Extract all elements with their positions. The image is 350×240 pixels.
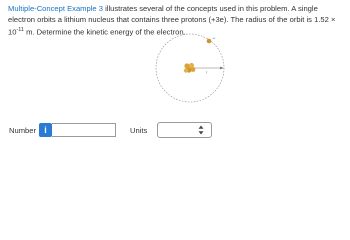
up-down-chevron-icon [197,124,205,136]
radius-exponent: -11 [16,27,24,33]
answer-row [7,121,347,141]
problem-text-2: m. Determine the kinetic energy of the electron. [24,27,186,37]
orbit-diagram-svg [150,28,230,108]
problem-text-1: illustrates several of the concepts used in this problem. A single electron orbits a lithium nucleus that contains three protons (+3e). The radius of the orbit is 1.52 × 10 [8,4,336,37]
electron-label: -e [212,36,216,40]
example-link[interactable]: Multiple-Concept Example 3 [8,4,103,13]
lithium-nucleus [184,63,196,73]
number-input[interactable] [52,123,116,137]
orbit-diagram [150,28,230,108]
info-button[interactable] [39,123,52,137]
radius-label: r [206,70,208,75]
number-label: Number [9,126,37,135]
units-select[interactable] [157,122,212,138]
info-icon: i [44,125,47,135]
electron [207,36,216,43]
units-label: Units [130,126,148,135]
radius-arrowhead [220,67,224,70]
